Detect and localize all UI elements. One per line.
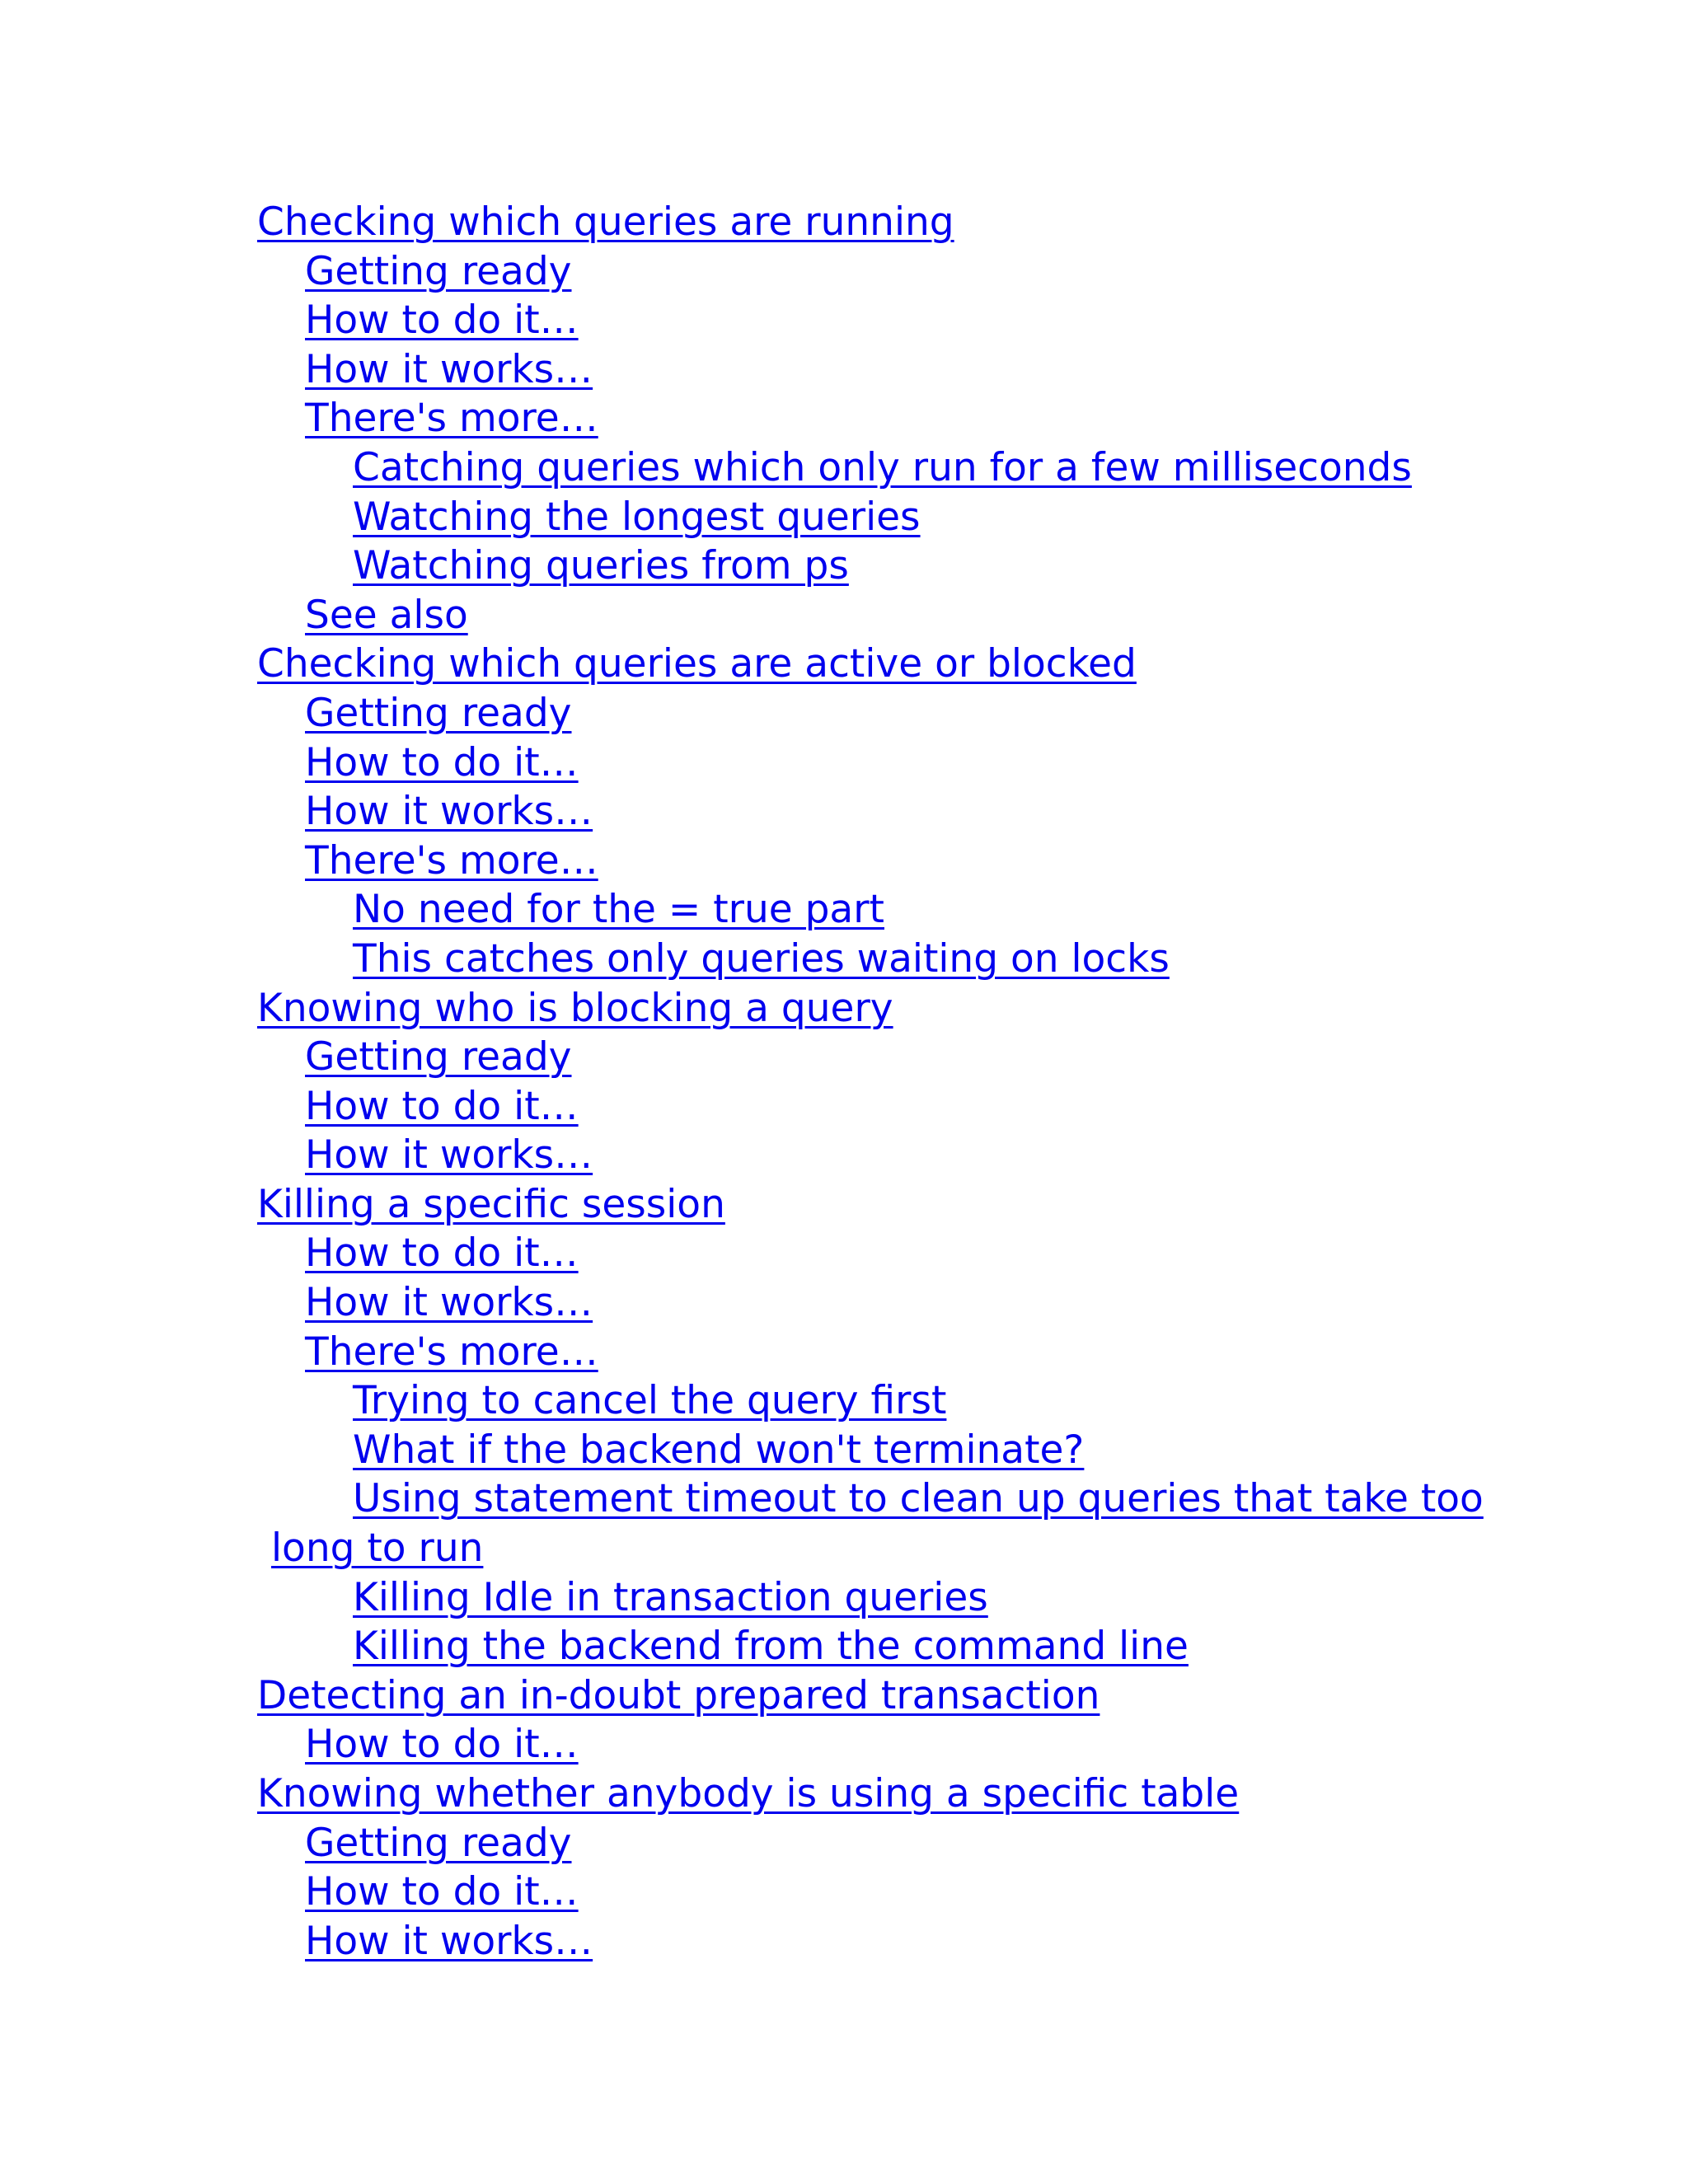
toc-link-level-2[interactable]: Watching the longest queries (353, 494, 921, 540)
toc-link-level-1[interactable]: There's more… (305, 1329, 598, 1375)
toc-link-level-1[interactable]: How to do it… (305, 1083, 579, 1129)
toc-link-level-0[interactable]: Killing a specific session (257, 1181, 725, 1227)
toc-link-level-1[interactable]: How to do it… (305, 1722, 579, 1768)
toc-link-level-0[interactable]: Checking which queries are active or blocked (257, 641, 1137, 687)
toc-link-level-1[interactable]: How to do it… (305, 739, 579, 785)
toc-link-level-0[interactable]: Detecting an in-doubt prepared transaction (257, 1672, 1100, 1718)
toc-link-level-1[interactable]: How to do it… (305, 298, 579, 344)
toc-link-level-1[interactable]: How it works… (305, 1280, 593, 1326)
toc-link-level-1[interactable]: There's more… (305, 837, 598, 883)
toc-link-level-2[interactable]: Killing the backend from the command line (353, 1624, 1189, 1670)
toc-link-level-1[interactable]: See also (305, 592, 468, 638)
toc-link-level-2[interactable]: Watching queries from ps (353, 543, 849, 589)
toc-link-level-2[interactable]: Trying to cancel the query first (353, 1378, 947, 1424)
toc-link-level-2[interactable]: Killing Idle in transaction queries (353, 1574, 988, 1620)
toc-link-level-1[interactable]: How it works… (305, 1132, 593, 1179)
toc-link-level-1[interactable]: Getting ready (305, 690, 572, 736)
toc-link-level-2[interactable]: This catches only queries waiting on locks (353, 935, 1170, 982)
toc-link-level-1[interactable]: How it works… (305, 1918, 593, 1964)
toc-link-level-1[interactable]: How it works… (305, 789, 593, 835)
toc-link-level-2[interactable]: Catching queries which only run for a few milliseconds (353, 444, 1412, 490)
toc-link-level-0[interactable]: Knowing who is blocking a query (257, 985, 893, 1031)
toc-link-level-0[interactable]: Knowing whether anybody is using a specific table (257, 1771, 1240, 1816)
table-of-contents (257, 198, 1493, 1966)
toc-link-level-2[interactable]: Using statement timeout to clean up queries that take too (353, 1476, 1484, 1522)
toc-link-level-c[interactable]: long to run (271, 1526, 484, 1572)
toc-link-level-0[interactable]: Checking which queries are running (257, 199, 954, 245)
toc-link-level-1[interactable]: There's more… (305, 396, 598, 442)
toc-link-level-1[interactable]: Getting ready (305, 1820, 572, 1866)
toc-link-level-1[interactable]: How to do it… (305, 1230, 579, 1277)
toc-link-level-1[interactable]: Getting ready (305, 248, 572, 294)
toc-link-level-1[interactable]: Getting ready (305, 1034, 572, 1080)
toc-link-level-1[interactable]: How to do it… (305, 1869, 579, 1915)
toc-link-level-1[interactable]: How it works… (305, 346, 593, 392)
toc-link-level-2[interactable]: No need for the = true part (353, 887, 884, 933)
toc-link-level-2[interactable]: What if the backend won't terminate? (353, 1427, 1085, 1473)
